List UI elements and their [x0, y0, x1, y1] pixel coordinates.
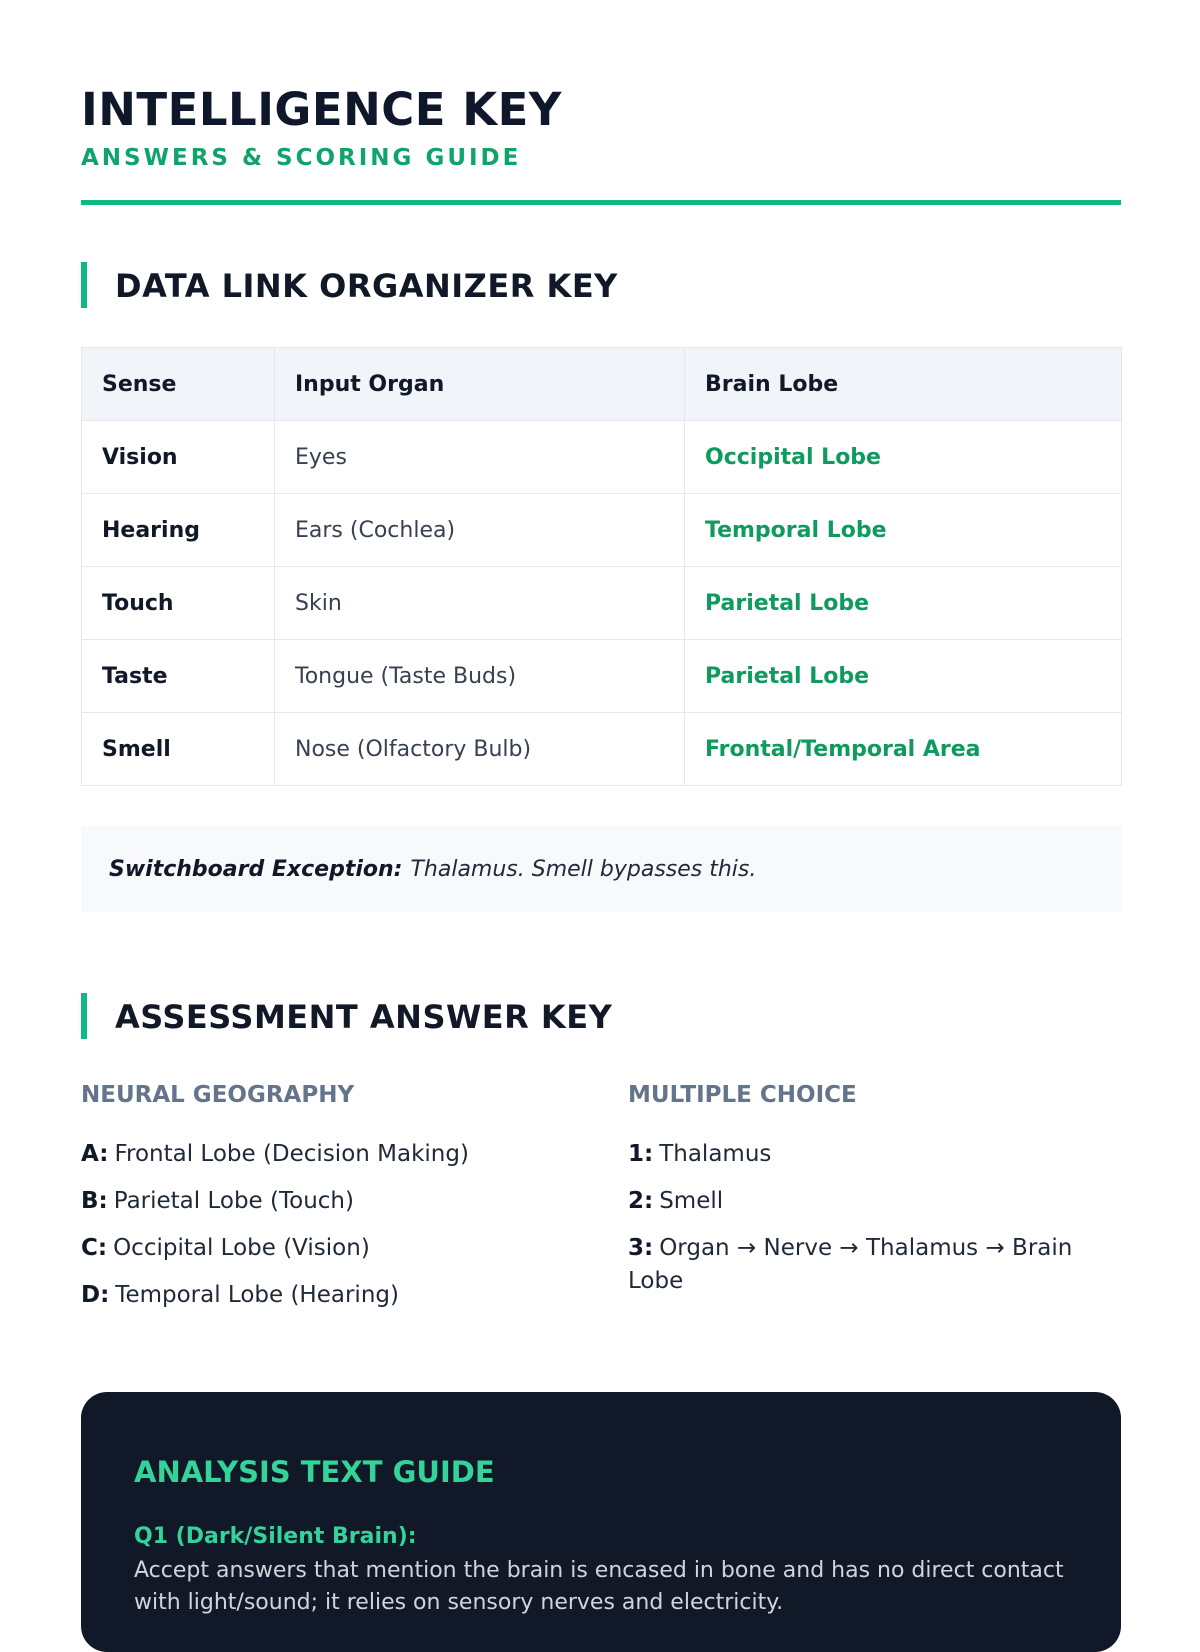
list-item	[81, 1232, 581, 1265]
organizer-section-heading	[81, 262, 1121, 308]
answer-key-label: C:	[81, 1235, 108, 1261]
answer-value: Smell	[659, 1188, 724, 1214]
answer-value: Organ → Nerve → Thalamus → Brain Lobe	[628, 1235, 1073, 1294]
lobe-cell: Parietal Lobe	[685, 640, 1122, 713]
neural-geography-heading: NEURAL GEOGRAPHY	[81, 1082, 355, 1108]
list-item	[628, 1232, 1078, 1298]
table-row	[82, 567, 1122, 640]
answer-value: Parietal Lobe (Touch)	[113, 1188, 354, 1214]
switchboard-note	[81, 826, 1121, 912]
answer-key-label: D:	[81, 1282, 110, 1308]
sense-cell: Hearing	[82, 494, 275, 567]
answer-key-label: A:	[81, 1141, 109, 1167]
answer-key-label: 1:	[628, 1141, 654, 1167]
answer-key-label: 2:	[628, 1188, 654, 1214]
analysis-heading: ANALYSIS TEXT GUIDE	[134, 1455, 495, 1489]
table-row	[82, 421, 1122, 494]
column-header-organ: Input Organ	[275, 348, 685, 421]
section-accent-bar	[81, 993, 87, 1039]
multiple-choice-list	[628, 1138, 1078, 1312]
section-accent-bar	[81, 262, 87, 308]
organ-cell: Ears (Cochlea)	[275, 494, 685, 567]
answer-value: Frontal Lobe (Decision Making)	[114, 1141, 469, 1167]
header-divider	[81, 200, 1121, 205]
page-subtitle: ANSWERS & SCORING GUIDE	[81, 145, 522, 171]
lobe-cell: Occipital Lobe	[685, 421, 1122, 494]
table-row	[82, 713, 1122, 786]
sense-cell: Smell	[82, 713, 275, 786]
organ-cell: Nose (Olfactory Bulb)	[275, 713, 685, 786]
answer-value: Occipital Lobe (Vision)	[113, 1235, 370, 1261]
sense-cell: Vision	[82, 421, 275, 494]
multiple-choice-heading: MULTIPLE CHOICE	[628, 1082, 857, 1108]
list-item	[81, 1279, 581, 1312]
note-label: Switchboard Exception:	[109, 856, 403, 882]
lobe-cell: Frontal/Temporal Area	[685, 713, 1122, 786]
table-header-row	[82, 348, 1122, 421]
organ-cell: Tongue (Taste Buds)	[275, 640, 685, 713]
sense-cell: Touch	[82, 567, 275, 640]
list-item	[628, 1138, 1078, 1171]
organizer-heading: DATA LINK ORGANIZER KEY	[115, 267, 618, 305]
analysis-answer: Accept answers that mention the brain is encased in bone and has no direct contact with light/sound; it relies on sensory nerves and electricity.	[134, 1558, 1064, 1615]
list-item	[81, 1185, 581, 1218]
answer-key-label: B:	[81, 1188, 108, 1214]
table-row	[82, 494, 1122, 567]
lobe-cell: Temporal Lobe	[685, 494, 1122, 567]
neural-geography-list	[81, 1138, 581, 1326]
table-row	[82, 640, 1122, 713]
answer-value: Temporal Lobe (Hearing)	[115, 1282, 399, 1308]
list-item	[628, 1185, 1078, 1218]
note-text: Thalamus. Smell bypasses this.	[410, 856, 757, 882]
answer-value: Thalamus	[659, 1141, 772, 1167]
analysis-guide-panel	[81, 1392, 1121, 1652]
assessment-section-heading	[81, 993, 1121, 1039]
lobe-cell: Parietal Lobe	[685, 567, 1122, 640]
organizer-table	[81, 347, 1122, 786]
page-title: INTELLIGENCE KEY	[81, 83, 562, 136]
column-header-lobe: Brain Lobe	[685, 348, 1122, 421]
analysis-question: Q1 (Dark/Silent Brain):	[134, 1524, 417, 1549]
sense-cell: Taste	[82, 640, 275, 713]
list-item	[81, 1138, 581, 1171]
column-header-sense: Sense	[82, 348, 275, 421]
assessment-heading: ASSESSMENT ANSWER KEY	[115, 998, 613, 1036]
organ-cell: Skin	[275, 567, 685, 640]
answer-key-label: 3:	[628, 1235, 654, 1261]
organ-cell: Eyes	[275, 421, 685, 494]
